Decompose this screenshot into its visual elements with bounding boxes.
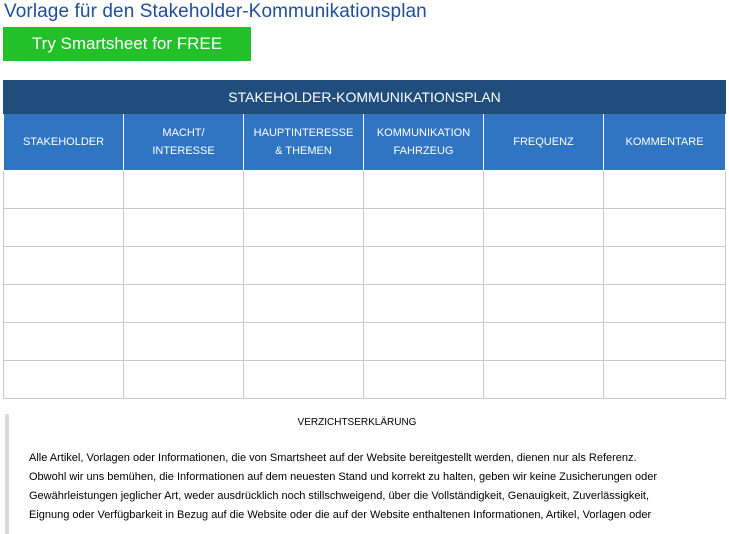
table-row xyxy=(4,361,726,399)
table-cell[interactable] xyxy=(244,247,364,285)
column-header-line: FREQUENZ xyxy=(513,136,574,148)
table-cell[interactable] xyxy=(4,247,124,285)
table-cell[interactable] xyxy=(484,361,604,399)
table-cell[interactable] xyxy=(124,361,244,399)
table-cell[interactable] xyxy=(364,285,484,323)
column-header-line: MACHT/ xyxy=(162,127,205,139)
column-header-line: KOMMUNIKATION xyxy=(376,127,471,139)
table-cell[interactable] xyxy=(124,171,244,209)
table-cell[interactable] xyxy=(364,209,484,247)
table-cell[interactable] xyxy=(604,209,726,247)
table-cell[interactable] xyxy=(604,323,726,361)
table-cell[interactable] xyxy=(244,361,364,399)
column-header-line: KOMMENTARE xyxy=(625,136,704,148)
table-cell[interactable] xyxy=(604,247,726,285)
column-header-row xyxy=(4,114,726,171)
table-cell[interactable] xyxy=(4,171,124,209)
table-cell[interactable] xyxy=(4,285,124,323)
table-cell[interactable] xyxy=(364,323,484,361)
table-row xyxy=(4,285,726,323)
column-header xyxy=(4,114,124,171)
table-cell[interactable] xyxy=(124,247,244,285)
table-cell[interactable] xyxy=(244,323,364,361)
table-body xyxy=(4,171,726,399)
table-cell[interactable] xyxy=(4,323,124,361)
table-cell[interactable] xyxy=(244,209,364,247)
table-cell[interactable] xyxy=(244,171,364,209)
table-cell[interactable] xyxy=(484,323,604,361)
disclaimer-line: Alle Artikel, Vorlagen oder Informationen, die von Smartsheet auf der Website bereitgestellt werden, dienen nur als Referenz. xyxy=(29,452,637,464)
table-cell[interactable] xyxy=(124,323,244,361)
table-cell[interactable] xyxy=(124,209,244,247)
table-cell[interactable] xyxy=(484,171,604,209)
table-row xyxy=(4,171,726,209)
table-cell[interactable] xyxy=(604,361,726,399)
table-row xyxy=(4,247,726,285)
table-cell[interactable] xyxy=(364,361,484,399)
disclaimer-line: Obwohl wir uns bemühen, die Informationen auf dem neuesten Stand und korrekt zu halten, geben wir keine Zusicherungen oder xyxy=(29,471,657,483)
page-title: Vorlage für den Stakeholder-Kommunikationsplan xyxy=(4,1,427,22)
column-header-line: & THEMEN xyxy=(275,145,332,157)
try-smartsheet-button[interactable]: Try Smartsheet for FREE xyxy=(3,27,251,61)
column-header xyxy=(364,114,484,171)
table-title: STAKEHOLDER-KOMMUNIKATIONSPLAN xyxy=(4,81,726,114)
stakeholder-communication-table xyxy=(3,80,726,399)
disclaimer-heading: VERZICHTSERKLÄRUNG xyxy=(297,417,417,428)
disclaimer-text xyxy=(29,449,719,525)
table-cell[interactable] xyxy=(244,285,364,323)
column-header-line: HAUPTINTERESSE xyxy=(253,127,354,139)
table-cell[interactable] xyxy=(604,171,726,209)
disclaimer-box xyxy=(5,414,727,534)
table-cell[interactable] xyxy=(604,285,726,323)
disclaimer-line: Gewährleistungen jeglicher Art, weder ausdrücklich noch stillschweigend, über die Vollständigkeit, Genauigkeit, Zuverlässigkeit, xyxy=(29,490,649,502)
table-row xyxy=(4,323,726,361)
column-header-line: STAKEHOLDER xyxy=(22,136,105,148)
table-cell[interactable] xyxy=(364,247,484,285)
column-header xyxy=(124,114,244,171)
column-header xyxy=(244,114,364,171)
table-cell[interactable] xyxy=(484,247,604,285)
table-cell[interactable] xyxy=(484,285,604,323)
table-cell[interactable] xyxy=(4,361,124,399)
column-header-line: FAHRZEUG xyxy=(393,145,454,157)
disclaimer-line: Eignung oder Verfügbarkeit in Bezug auf die Website oder die auf der Website enthaltenen Informationen, Artikel, Vorlagen oder xyxy=(29,509,652,521)
table-row xyxy=(4,209,726,247)
column-header xyxy=(604,114,726,171)
table-cell[interactable] xyxy=(484,209,604,247)
column-header xyxy=(484,114,604,171)
column-header-line: INTERESSE xyxy=(152,145,215,157)
table-cell[interactable] xyxy=(124,285,244,323)
table-cell[interactable] xyxy=(4,209,124,247)
table-cell[interactable] xyxy=(364,171,484,209)
